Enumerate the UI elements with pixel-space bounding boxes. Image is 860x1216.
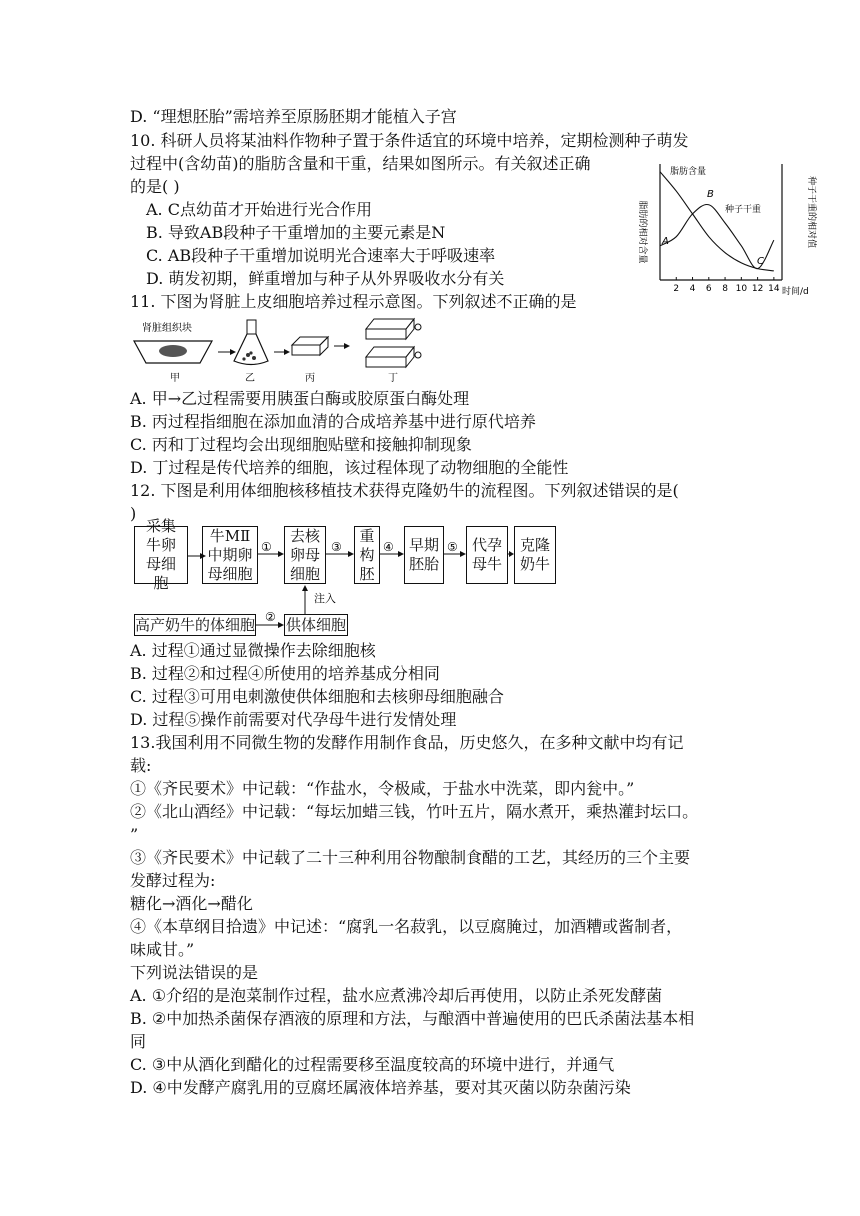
q13-option-a: A. ①介绍的是泡菜制作过程，盐水应煮沸冷却后再使用，以防止杀死发酵菌 [130,986,663,1005]
q13-option-b-cont: 同 [130,1032,147,1051]
q11-figure [130,315,440,387]
x-tick-label: 6 [705,284,712,294]
q13-line: 载: [130,756,152,775]
x-tick-label: 10 [735,284,748,294]
chart-x-unit: 时间/d [782,287,809,297]
chart-y-right-label: 种子干重的相对值 [806,175,816,249]
q10-chart [630,152,820,302]
q10-stem-line-2: 过程中(含幼苗)的脂肪含量和干重，结果如图所示。有关叙述正确 [130,154,591,173]
arrow-icon [230,349,236,355]
q13-line: ” [130,825,139,844]
flow-box-surrogate-cow: 代孕母牛 [466,526,508,584]
arrow-icon [284,349,290,355]
x-tick-label: 12 [751,284,764,294]
q13-line: ②《北山酒经》中记载：“每坛加蜡三钱，竹叶五片，隔水煮开，乘热灌封坛口。 [130,802,699,821]
q10-option-d: D. 萌发初期，鲜重增加与种子从外界吸收水分有关 [146,269,505,288]
q10-option-c: C. AB段种子干重增加说明光合速率大于呼吸速率 [146,246,496,265]
q12-stem-line-2: ) [130,504,137,523]
q13-line: ③《齐民要术》中记载了二十三种利用谷物酿制食醋的工艺，其经历的三个主要 [130,848,691,867]
q11-option-b: B. 丙过程指细胞在添加血清的合成培养基中进行原代培养 [130,412,536,431]
flow-box-enucleated-oocyte: 去核卵母细胞 [284,526,326,584]
point-b-label: B [707,189,714,200]
q13-line: 13.我国利用不同微生物的发酵作用制作食品，历史悠久，在多种文献中均有记 [130,733,684,752]
q13-line: 发酵过程为: [130,871,216,890]
point-c-label: C [757,256,764,267]
q11-stem: 11. 下图为肾脏上皮细胞培养过程示意图。下列叙述不正确的是 [130,292,577,311]
q13-option-c: C. ③中从酒化到醋化的过程需要移至温度较高的环境中进行，并通气 [130,1055,615,1074]
stage-ding: 丁 [388,373,398,384]
q12-stem-line-1: 12. 下图是利用体细胞核移植技术获得克隆奶牛的流程图。下列叙述错误的是( [130,481,679,500]
step-5: ⑤ [447,540,458,554]
flow-box-somatic-cell: 高产奶牛的体细胞 [134,614,256,636]
stage-jia: 甲 [170,373,180,384]
step-1: ① [261,540,272,554]
x-tick-label: 4 [689,284,696,294]
q13-line: 下列说法错误的是 [130,963,259,982]
q10-stem-line-1: 10. 科研人员将某油料作物种子置于条件适宜的环境中培养，定期检测种子萌发 [130,131,689,150]
point-a-label: A [662,236,669,247]
flow-box-mii-oocyte: 牛MⅡ中期卵母细胞 [202,526,258,584]
q13-line: 糖化→酒化→醋化 [130,894,253,913]
flow-box-donor-cell: 供体细胞 [284,614,348,636]
tissue-label: 肾脏组织块 [142,323,192,334]
step-4: ④ [383,540,394,554]
flow-box-collect-oocyte: 采集牛卵母细胞 [134,526,188,584]
step-2: ② [265,610,276,624]
q11-option-d: D. 丁过程是传代培养的细胞，该过程体现了动物细胞的全能性 [130,458,569,477]
bottle-bing [292,337,328,345]
x-tick-label: 2 [673,284,680,294]
x-tick-label: 14 [768,284,780,294]
q12-option-b: B. 过程②和过程④所使用的培养基成分相同 [130,664,440,683]
step-3: ③ [331,540,342,554]
q12-option-a: A. 过程①通过显微操作去除细胞核 [130,641,376,660]
chart-y-left-label: 脂肪的相对含量 [637,200,647,264]
x-tick-label: 8 [722,284,728,294]
flask-neck [247,320,256,334]
tissue-block [159,345,187,357]
fat-content-label: 脂肪含量 [670,167,707,177]
q10-stem-line-3: 的是( ) [130,177,180,196]
flow-box-reconstructed-embryo: 重构胚 [354,526,380,584]
q13-line: ④《本草纲目拾遗》中记述：“腐乳一名菽乳，以豆腐腌过，加酒糟或酱制者， [130,917,683,936]
q12-option-c: C. 过程③可用电刺激使供体细胞和去核卵母细胞融合 [130,687,504,706]
q12-flow-arrows [130,520,570,640]
flask-yi [234,334,268,365]
flow-box-cloned-cow: 克隆奶牛 [514,526,556,584]
q13-option-d: D. ④中发酵产腐乳用的豆腐坯属液体培养基，要对其灭菌以防杂菌污染 [130,1078,631,1097]
arrow-icon [344,343,350,349]
q11-option-c: C. 丙和丁过程均会出现细胞贴壁和接触抑制现象 [130,435,472,454]
q13-line: ①《齐民要术》中记载：“作盐水，令极咸，于盐水中洗菜，即内瓮中。” [130,779,635,798]
q10-option-b: B. 导致AB段种子干重增加的主要元素是N [146,223,446,242]
q-prev-option-d: D. “理想胚胎”需培养至原肠胚期才能植入子宫 [130,107,457,126]
dry-weight-label: 种子干重 [725,205,762,215]
q12-option-d: D. 过程⑤操作前需要对代孕母牛进行发情处理 [130,710,457,729]
q13-option-b: B. ②中加热杀菌保存酒液的原理和方法，与酿酒中普遍使用的巴氏杀菌法基本相 [130,1009,695,1028]
stage-yi: 乙 [245,373,255,384]
flow-box-early-embryo: 早期胚胎 [404,526,444,584]
stage-bing: 丙 [305,373,315,384]
q11-option-a: A. 甲→乙过程需要用胰蛋白酶或胶原蛋白酶处理 [130,389,470,408]
q13-line: 味咸甘。” [130,940,195,959]
q10-option-a: A. C点幼苗才开始进行光合作用 [146,200,372,219]
inject-label: 注入 [314,592,336,605]
